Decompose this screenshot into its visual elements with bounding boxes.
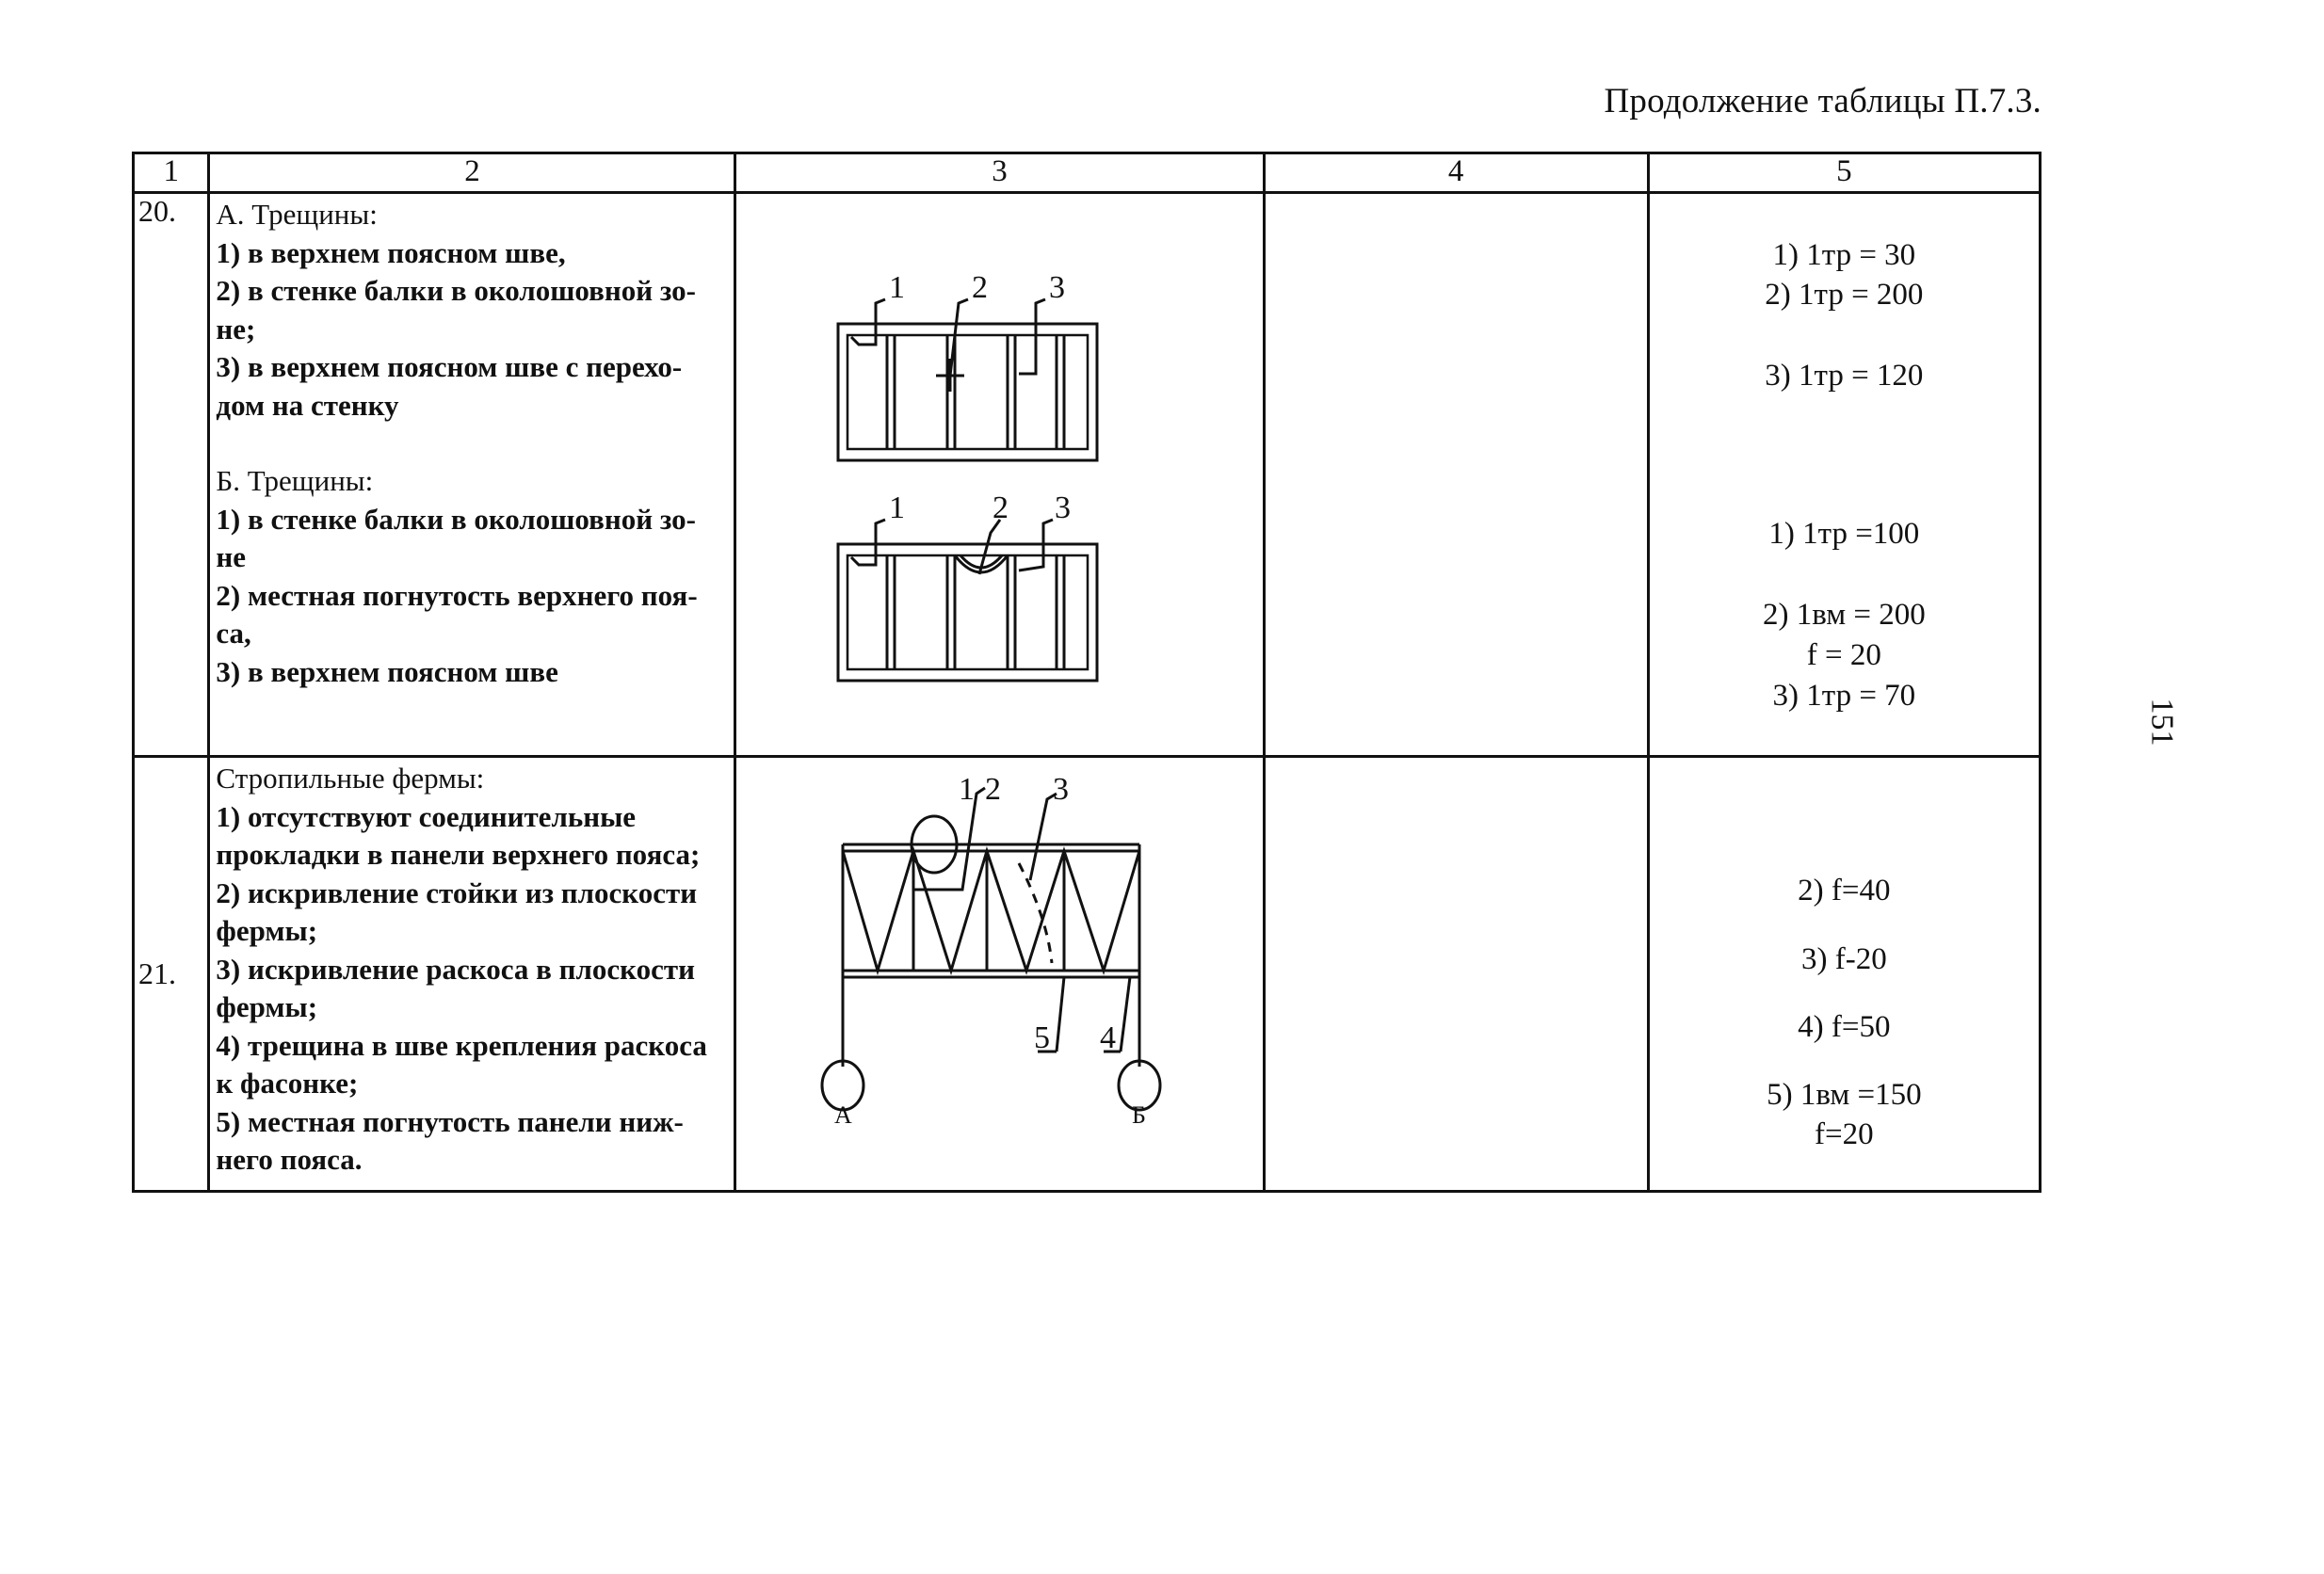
value-item: 5) 1вм =150 [1767, 1078, 1922, 1112]
defects-table [132, 152, 2042, 1193]
section-b-heading: Б. Трещины: [216, 464, 374, 497]
col-header-2: 2 [209, 153, 735, 193]
description-line: са, [216, 617, 251, 650]
value-item: 2) 1вм = 200 [1762, 598, 1926, 632]
description-line: 5) местная погнутость панели ниж- [216, 1104, 684, 1138]
description-line: к фасонке; [216, 1067, 359, 1100]
row-number: 20. [134, 193, 209, 757]
description-line: 3) в верхнем поясном шве с перехо- [216, 350, 683, 383]
header-row [134, 153, 2041, 193]
row-values [1648, 757, 2040, 1192]
figure-label: 1 [959, 772, 976, 807]
row-description [209, 757, 735, 1192]
figure-label: 3 [1049, 270, 1066, 305]
figure-label: А [834, 1101, 853, 1129]
value-item: f=20 [1815, 1117, 1874, 1151]
figure-label: 3 [1053, 772, 1070, 807]
figure-label: 2 [985, 772, 1002, 807]
figure-label: 1 [889, 270, 906, 305]
value-item: 3) f-20 [1800, 942, 1887, 976]
description-line: 2) местная погнутость верхнего поя- [216, 578, 698, 612]
description-line: 1) отсутствуют соединительные [216, 799, 637, 833]
description-line: дом на стенку [216, 388, 399, 422]
description-line: не; [216, 312, 256, 345]
section-heading: Стропильные фермы: [216, 762, 485, 795]
value-item: 4) f=50 [1798, 1010, 1891, 1044]
description-line: фермы; [216, 914, 318, 947]
description-line: него пояса. [216, 1143, 363, 1176]
description-line: 2) искривление стойки из плоскости [216, 875, 698, 909]
description-line: 2) в стенке балки в околошовной зо- [216, 274, 696, 307]
description-line: 3) искривление раскоса в плоскости [216, 952, 695, 986]
value-item: 1) 1тр = 30 [1772, 238, 1916, 272]
value-item: 2) f=40 [1798, 874, 1891, 907]
value-item: 3) 1тр = 120 [1765, 359, 1924, 393]
beam-diagram-cell [735, 193, 1264, 757]
figure-label: Б [1132, 1101, 1147, 1129]
value-item: 3) 1тр = 70 [1772, 679, 1916, 713]
row-values [1648, 193, 2040, 757]
table-row-20 [134, 193, 2041, 757]
empty-cell [1264, 193, 1648, 757]
curved-diagonal [1019, 863, 1052, 963]
description-line: 1) в стенке балки в околошовной зо- [216, 502, 696, 536]
figure-label: 1 [889, 490, 906, 525]
description-line: 4) трещина в шве крепления раскоса [216, 1028, 707, 1062]
col-header-3: 3 [735, 153, 1264, 193]
col-header-5: 5 [1648, 153, 2040, 193]
beam-web [847, 335, 1088, 449]
figure-label: 2 [993, 490, 1009, 525]
description-line: не [216, 540, 247, 573]
truss-diagram-cell [735, 757, 1264, 1192]
row-description [209, 193, 735, 757]
row-number-text: 21. [138, 956, 176, 990]
description-line: прокладки в панели верхнего пояса; [216, 838, 701, 871]
col-header-4: 4 [1264, 153, 1648, 193]
col-header-1: 1 [134, 153, 209, 193]
figure-label: 4 [1100, 1020, 1117, 1055]
empty-cell [1264, 757, 1648, 1192]
table-caption: Продолжение таблицы П.7.3. [1604, 82, 2042, 120]
page-number: 151 [2144, 698, 2180, 747]
figure-label: 2 [972, 270, 989, 305]
description-line: 1) в верхнем поясном шве, [216, 235, 566, 269]
figure-label: 5 [1034, 1020, 1051, 1055]
description-line: 3) в верхнем поясном шве [216, 654, 558, 688]
figure-label: 3 [1055, 490, 1072, 525]
value-item: f = 20 [1806, 638, 1881, 672]
spacer [216, 425, 728, 462]
table-row-21 [134, 757, 2041, 1192]
truss-defect-diagram [736, 758, 1260, 1190]
row-number [134, 757, 209, 1192]
value-item: 2) 1тр = 200 [1765, 278, 1924, 312]
beam-crack-diagram [736, 194, 1260, 755]
section-a-heading: А. Трещины: [216, 198, 378, 231]
description-line: фермы; [216, 990, 318, 1023]
value-item: 1) 1тр =100 [1768, 517, 1920, 551]
